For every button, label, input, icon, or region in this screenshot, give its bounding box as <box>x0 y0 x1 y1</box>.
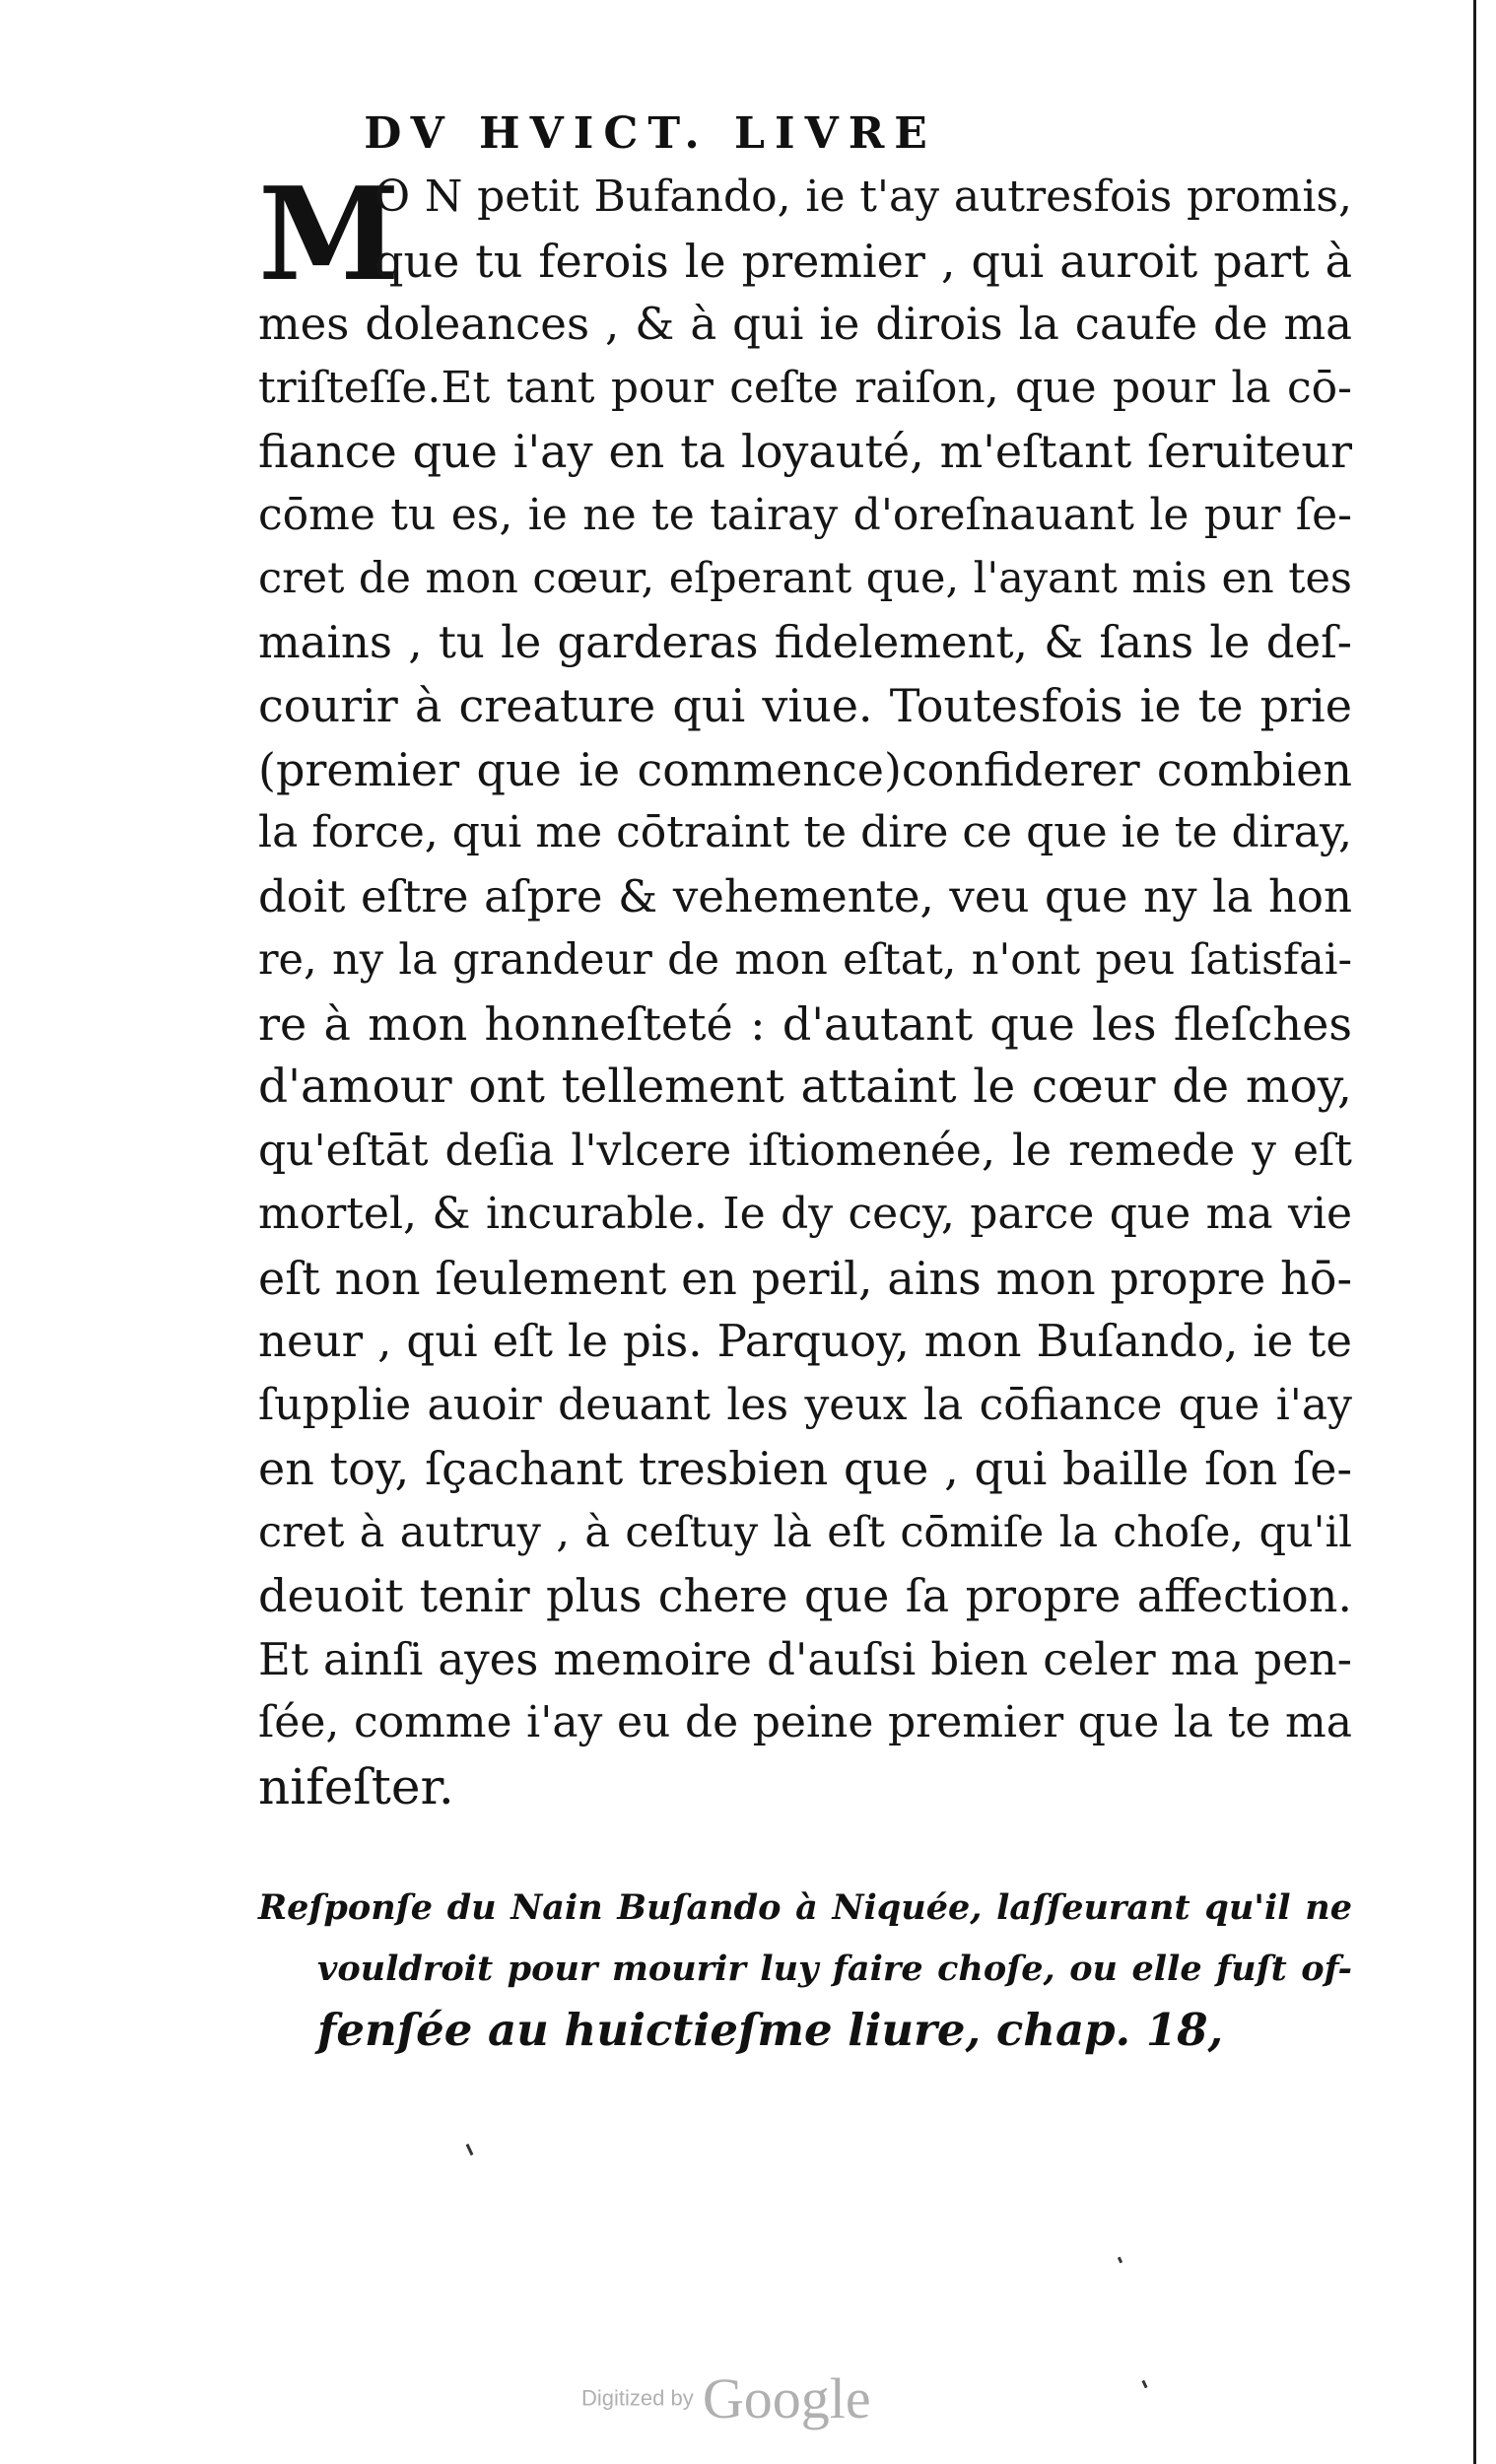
ink-speck <box>466 2144 474 2156</box>
text-line-2: que tu ferois le premier , qui auroit part à <box>374 234 1352 288</box>
text-line-12: doit eſtre aſpre & vehemente, veu que ny la hon <box>258 869 1352 923</box>
text-line-13: re, ny la grandeur de mon eſtat, n'ont peu ſatisfai- <box>258 935 1352 985</box>
text-line-19: neur , qui eſt le pis. Parquoy, mon Buſando, ie te <box>258 1315 1352 1367</box>
watermark-caption: Digitized by <box>581 2385 694 2411</box>
ink-speck <box>1141 2380 1147 2389</box>
text-line-21: en toy, ſçachant tresbien que , qui baille ſon ſe- <box>258 1442 1352 1495</box>
text-line-17: mortel, & incurable. Ie dy cecy, parce que ma vie <box>258 1189 1352 1239</box>
text-line-4: triſteſſe.Et tant pour ceſte raiſon, que pour la cō- <box>258 362 1352 413</box>
text-line-1: O N petit Bufando, ie t'ay autresfois promis, <box>374 171 1352 222</box>
rubric-line-3: fenſée au huictieſme liure, chap. 18, <box>317 2004 1224 2056</box>
text-line-5: fiance que i'ay en ta loyauté, m'eſtant ſeruiteur <box>258 425 1352 478</box>
text-line-14: re à mon honneſteté : d'autant que les fleſches <box>258 996 1352 1051</box>
chapter-rubric <box>258 1878 1352 2061</box>
text-line-7: cret de mon cœur, eſperant que, l'ayant mis en tes <box>258 554 1352 603</box>
text-line-8: mains , tu le garderas fidelement, & ſans le deſ- <box>258 615 1352 668</box>
running-head: DV HVICT. LIVRE <box>364 108 937 159</box>
text-line-10: (premier que ie commence)confiderer combien <box>258 742 1352 796</box>
text-line-16: qu'eſtāt deſia l'vlcere iſtiomenée, le remede y eſt <box>258 1125 1352 1176</box>
rubric-line-2: vouldroit pour mourir luy faire choſe, ou elle fuſt of- <box>317 1949 1352 1989</box>
text-line-26: nifeſter. <box>258 1757 454 1815</box>
text-line-11: la force, qui me cōtraint te dire ce que ie te diray, <box>258 807 1352 857</box>
digitization-watermark <box>581 2365 917 2434</box>
text-line-25: ſée, comme i'ay eu de peine premier que la te ma <box>258 1697 1352 1747</box>
text-line-18: eſt non ſeulement en peril, ains mon propre hō- <box>258 1251 1352 1305</box>
text-line-9: courir à creature qui viue. Toutesfois ie te prie <box>258 679 1352 732</box>
drop-cap-initial: M <box>258 159 400 309</box>
text-line-24: Et ainſi ayes memoire d'auſsi bien celer ma pen- <box>258 1632 1352 1685</box>
rubric-line-1: Reſponſe du Nain Buſando à Niquée, laſſeurant qu'il ne <box>258 1887 1352 1928</box>
text-line-3: mes doleances , & à qui ie dirois la caufe de ma <box>258 298 1352 350</box>
ink-speck <box>1118 2257 1122 2264</box>
page-edge-line <box>1473 0 1476 2464</box>
text-line-22: cret à autruy , à ceſtuy là eſt cōmiſe la choſe, qu'il <box>258 1507 1352 1557</box>
text-line-15: d'amour ont tellement attaint le cœur de moy, <box>258 1060 1352 1114</box>
text-line-6: cōme tu es, ie ne te tairay d'oreſnauant le pur ſe- <box>258 489 1352 540</box>
google-logo: Google <box>702 2366 871 2430</box>
text-line-23: deuoit tenir plus chere que ſa propre affection. <box>258 1569 1352 1622</box>
text-line-20: ſupplie auoir deuant les yeux la cōfiance que i'ay <box>258 1379 1352 1430</box>
main-paragraph <box>258 159 1352 1818</box>
